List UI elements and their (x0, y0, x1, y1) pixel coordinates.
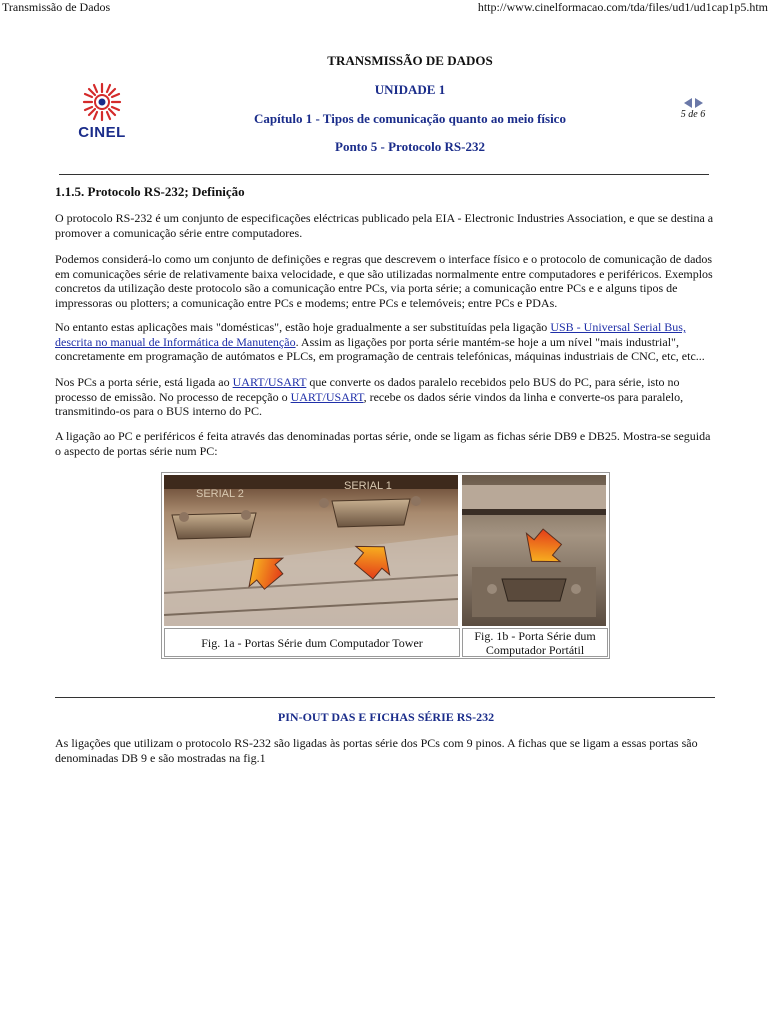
divider-top (59, 174, 709, 175)
uart-usart-link-2[interactable]: UART/USART (290, 389, 364, 404)
paragraph-usb (55, 320, 717, 364)
text-span: . Assim as ligações por porta série mantém-se hoje a um nível "mais industrial", concretamente em programação de autómatos e PLCs, em programação de centrais telefónicas, máquinas industriais de CNC, etc, etc... (55, 334, 705, 363)
uart-usart-link[interactable]: UART/USART (232, 375, 307, 389)
divider-bottom (55, 697, 715, 698)
next-page-icon[interactable] (695, 98, 703, 108)
unit-heading: UNIDADE 1 (374, 82, 446, 97)
figure-table (161, 472, 610, 659)
page-title: Transmissão de Dados (2, 0, 111, 14)
usb-manual-link[interactable]: USB - Universal Serial Bus, descrita no manual de Informática de Manutenção (55, 320, 686, 349)
photo-label-serial2: SERIAL 2 (196, 488, 244, 500)
point-heading: Ponto 5 - Protocolo RS-232 (335, 139, 485, 154)
figure-1b-caption: Fig. 1b - Porta Série dum Computador Portátil (462, 628, 608, 657)
laptop-serial-port-photo (462, 475, 606, 626)
logo-text: CINEL (78, 124, 126, 141)
text-span: No entanto estas aplicações mais "domésticas", estão hoje gradualmente a ser substituídas pela ligação (55, 320, 551, 334)
section-title: 1.1.5. Protocolo RS-232; Definição (55, 184, 245, 199)
text-span: que converte os dados paralelo recebidos pelo BUS do PC, para série, isto no processo de emissão. No processo de recepção o (55, 375, 680, 404)
paragraph-definition: O protocolo RS-232 é um conjunto de especificações eléctricas publicado pela EIA - Electronic Industries Association, e que se destina a promover a comunicação série entre computadores. (55, 211, 714, 240)
document-title: TRANSMISSÃO DE DADOS (327, 53, 493, 68)
paragraph-description: Podemos considerá-lo como um conjunto de definições e regras que descrevem o interface físico e o protocolo de comunicação de dados em comunicações série de relativamente baixa velocidade, e que são utilizadas normalmente entre computadores e periféricos. Exemplos concretos da utilização deste protocolo são a comunicação entre PCs, via porta série; a comunicação entre PCs e e alguns tipos de impressoras ou plotters; a comunicação entre PCs e modems; entre PCs e telemóveis; entre PCs e PDAs. (55, 252, 713, 310)
page-navigation (676, 98, 710, 120)
chapter-heading: Capítulo 1 - Tipos de comunicação quanto ao meio físico (254, 111, 566, 126)
paragraph-db9: As ligações que utilizam o protocolo RS-232 são ligadas às portas série dos PCs com 9 pinos. A fichas que se ligam a essas portas são denominadas DB 9 e são mostradas na fig.1 (55, 736, 698, 765)
paragraph-uart (55, 375, 717, 419)
page-count: 5 de 6 (680, 109, 706, 120)
text-span: , recebe os dados série vindos da linha e converte-os para paralelo, transmitindo-os para o BUS interno do PC. (55, 389, 684, 418)
text-span: Nos PCs a porta série, está ligada ao (55, 375, 233, 389)
photo-label-serial1: SERIAL 1 (344, 480, 392, 492)
page-url: http://www.cinelformacao.com/tda/files/ud1/ud1cap1p5.htm (477, 0, 768, 14)
paragraph-ports: A ligação ao PC e periféricos é feita através das denominadas portas série, onde se ligam as fichas série DB9 e DB25. Mostra-se seguida o aspecto de portas série num PC: (55, 429, 711, 458)
previous-page-icon[interactable] (684, 98, 692, 108)
pinout-heading: PIN-OUT DAS E FICHAS SÉRIE RS-232 (277, 710, 495, 724)
figure-1a-caption: Fig. 1a - Portas Série dum Computador Tower (164, 628, 460, 657)
print-header (0, 0, 768, 14)
cinel-sun-icon (82, 82, 122, 122)
tower-serial-ports-photo (164, 475, 458, 626)
